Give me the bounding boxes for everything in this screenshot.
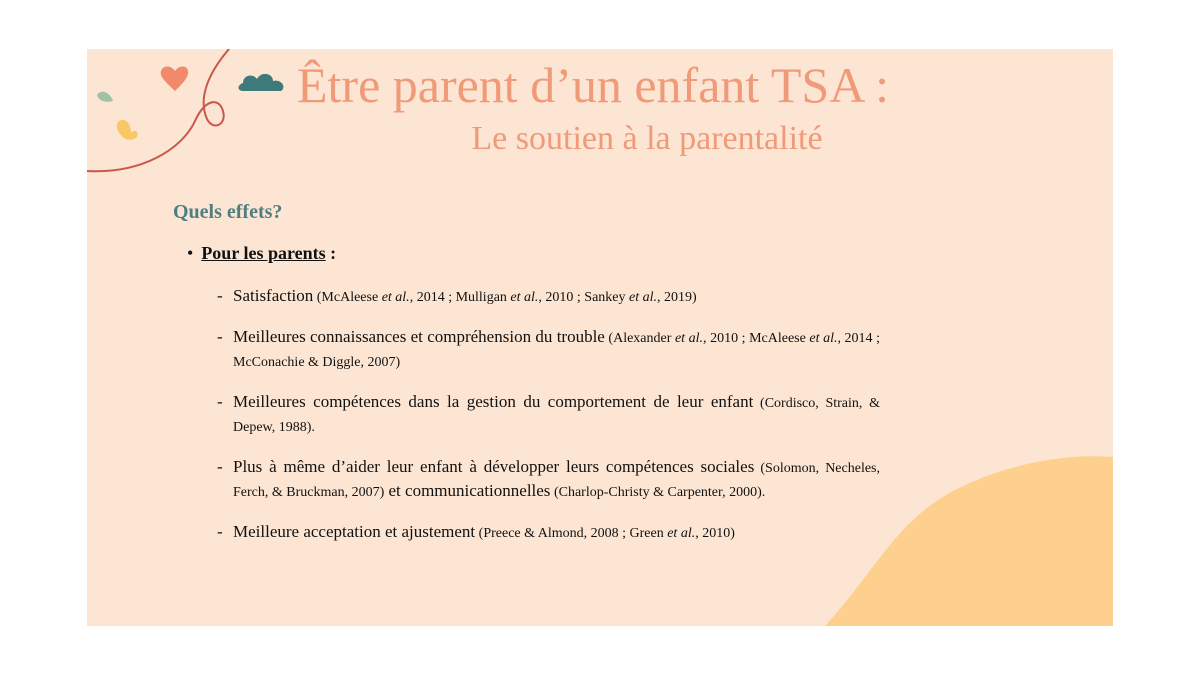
slide	[87, 49, 1113, 626]
item-reference: (Alexander et al., 2010 ; McAleese et al., 2014 ; McConachie & Diggle, 2007)	[233, 331, 881, 370]
list-item	[217, 391, 880, 439]
item-reference: (Cordisco, Strain, & Depew, 1988).	[233, 396, 881, 435]
slide-title: Être parent d’un enfant TSA :	[297, 57, 889, 113]
list-item	[217, 456, 880, 504]
item-text: Meilleures compétences dans la gestion du comportement de leur enfant	[233, 392, 754, 411]
bullet-marker: •	[187, 243, 194, 263]
slide-subtitle: Le soutien à la parentalité	[471, 120, 823, 157]
effects-list	[217, 285, 880, 562]
bullet-colon: :	[325, 243, 337, 263]
section-heading: Quels effets?	[173, 201, 283, 223]
leaf-icon	[97, 92, 113, 102]
item-reference: (Charlop-Christy & Carpenter, 2000).	[550, 485, 766, 500]
leaf-icon	[117, 120, 138, 140]
list-item	[217, 326, 880, 374]
item-text: Meilleures connaissances et compréhension du trouble	[233, 327, 605, 346]
dash-marker: -	[217, 522, 223, 541]
bullet-label: Pour les parents	[201, 243, 326, 263]
item-text: Satisfaction	[233, 286, 314, 305]
item-reference: (Solomon, Necheles, Ferch, & Bruckman, 2007)	[233, 461, 880, 500]
dash-marker: -	[217, 286, 223, 305]
dash-marker: -	[217, 327, 223, 346]
item-text: Meilleure acceptation et ajustement	[233, 522, 476, 541]
dash-marker: -	[217, 392, 223, 411]
cloud-icon	[239, 74, 284, 91]
swirl-decoration	[87, 49, 229, 171]
item-text: Plus à même d’aider leur enfant à développer leurs compétences sociales	[233, 457, 755, 476]
list-item	[217, 521, 880, 545]
item-reference: (McAleese et al., 2014 ; Mulligan et al., 2010 ; Sankey et al., 2019)	[313, 290, 697, 305]
dash-marker: -	[217, 457, 223, 476]
item-text-continued: et communicationnelles	[384, 481, 551, 500]
item-reference: (Preece & Almond, 2008 ; Green et al., 2010)	[475, 526, 735, 541]
list-item	[217, 285, 880, 309]
heart-icon	[161, 67, 188, 92]
bullet-item	[187, 241, 336, 265]
